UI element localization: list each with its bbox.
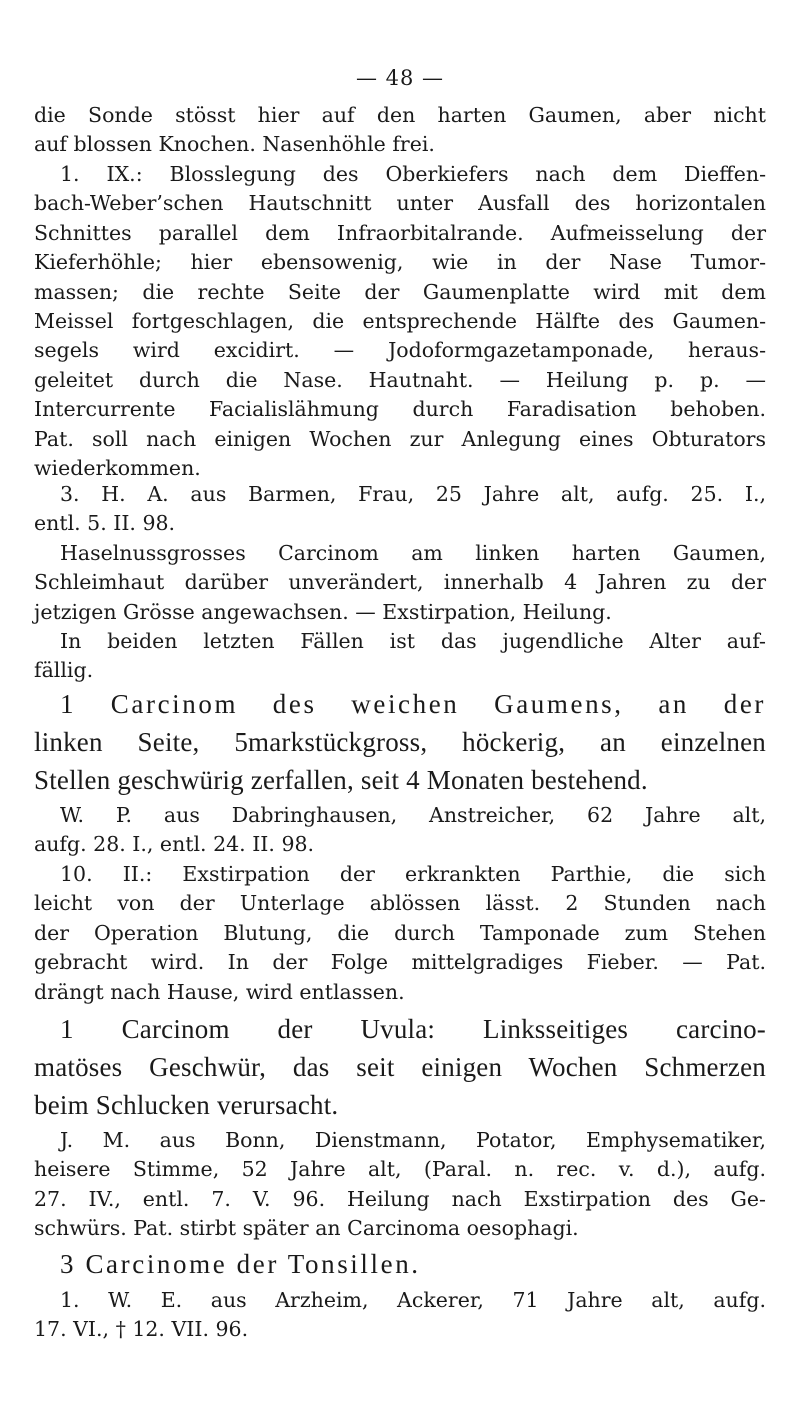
paragraph	[34, 539, 766, 627]
text-line: W. P. aus Dabringhausen, Anstreicher, 62 Jahre alt,	[60, 803, 766, 827]
heading-line: 3 Carcinome der Tonsillen.	[60, 1249, 421, 1279]
paragraph	[34, 160, 766, 483]
text-line: J. M. aus Bonn, Dienstmann, Potator, Emphysematiker,	[60, 1128, 766, 1152]
text-line: drängt nach Hause, wird entlassen.	[34, 979, 405, 1004]
text-line: schwürs. Pat. stirbt später an Carcinoma oesophagi.	[34, 1216, 579, 1241]
text-line: die Sonde stösst hier auf den harten Gaumen, aber nicht	[34, 103, 766, 127]
text-line: fällig.	[34, 658, 94, 683]
section-heading	[34, 1245, 766, 1283]
heading-line: matöses Geschwür, das seit einigen Wochen Schmerzen	[34, 1052, 766, 1082]
text-line: jetzigen Grösse angewachsen. — Exstirpation, Heilung.	[34, 599, 612, 624]
heading-line: 1 Carcinom des weichen Gaumens, an der	[60, 689, 766, 719]
paragraph	[34, 860, 766, 1007]
paragraph	[34, 801, 766, 860]
text-line: geleitet durch die Nase. Hautnaht. — Heilung p. p. —	[34, 367, 766, 392]
paragraph	[34, 101, 766, 160]
text-line: 10. II.: Exstirpation der erkrankten Parthie, die sich	[60, 862, 766, 886]
text-line: auf blossen Knochen. Nasenhöhle frei.	[34, 132, 435, 157]
text-line: segels wird excidirt. — Jodoformgazetamponade, heraus-	[34, 338, 766, 363]
section-heading	[34, 1010, 766, 1124]
text-line: bach-Weber’schen Hautschnitt unter Ausfall des horizontalen	[34, 191, 766, 216]
text-line: Meissel fortgeschlagen, die entsprechende Hälfte des Gaumen-	[34, 309, 766, 334]
text-line: Kieferhöhle; hier ebensowenig, wie in der Nase Tumor-	[34, 250, 766, 275]
text-line: entl. 5. II. 98.	[34, 511, 176, 536]
text-line: Pat. soll nach einigen Wochen zur Anlegung eines Obturators	[34, 426, 766, 451]
text-line: wiederkommen.	[34, 456, 201, 481]
text-line: 1. IX.: Blosslegung des Oberkiefers nach dem Dieffen-	[60, 162, 766, 186]
page-number: — 48 —	[355, 66, 445, 90]
heading-line: 1 Carcinom der Uvula: Linksseitiges carcino-	[60, 1014, 766, 1044]
paragraph	[34, 627, 766, 686]
text-line: 1. W. E. aus Arzheim, Ackerer, 71 Jahre alt, aufg.	[60, 1288, 766, 1312]
section-heading	[34, 685, 766, 799]
text-line: 3. H. A. aus Barmen, Frau, 25 Jahre alt, aufg. 25. I.,	[60, 482, 766, 506]
text-line: 17. VI., † 12. VII. 96.	[34, 1317, 249, 1342]
paragraph	[34, 1286, 766, 1345]
text-line: 27. IV., entl. 7. V. 96. Heilung nach Exstirpation des Ge-	[34, 1186, 766, 1211]
text-line: Intercurrente Facialislähmung durch Faradisation behoben.	[34, 397, 766, 422]
text-line: In beiden letzten Fällen ist das jugendliche Alter auf-	[60, 629, 766, 653]
text-line: Schleimhaut darüber unverändert, innerhalb 4 Jahren zu der	[34, 570, 766, 595]
paragraph	[34, 480, 766, 539]
text-line: gebracht wird. In der Folge mittelgradiges Fieber. — Pat.	[34, 950, 766, 975]
text-line: leicht von der Unterlage ablössen lässt. 2 Stunden nach	[34, 891, 766, 916]
heading-line: Stellen geschwürig zerfallen, seit 4 Monaten bestehend.	[34, 765, 648, 795]
text-line: der Operation Blutung, die durch Tamponade zum Stehen	[34, 920, 766, 945]
heading-line: linken Seite, 5markstückgross, höckerig, an einzelnen	[34, 727, 766, 757]
paragraph	[34, 1126, 766, 1244]
text-line: heisere Stimme, 52 Jahre alt, (Paral. n. rec. v. d.), aufg.	[34, 1157, 766, 1182]
text-line: massen; die rechte Seite der Gaumenplatte wird mit dem	[34, 279, 766, 304]
text-line: aufg. 28. I., entl. 24. II. 98.	[34, 832, 315, 857]
text-line: Haselnussgrosses Carcinom am linken harten Gaumen,	[60, 541, 766, 565]
heading-line: beim Schlucken verursacht.	[34, 1090, 339, 1120]
text-line: Schnittes parallel dem Infraorbitalrande. Aufmeisselung der	[34, 220, 766, 245]
